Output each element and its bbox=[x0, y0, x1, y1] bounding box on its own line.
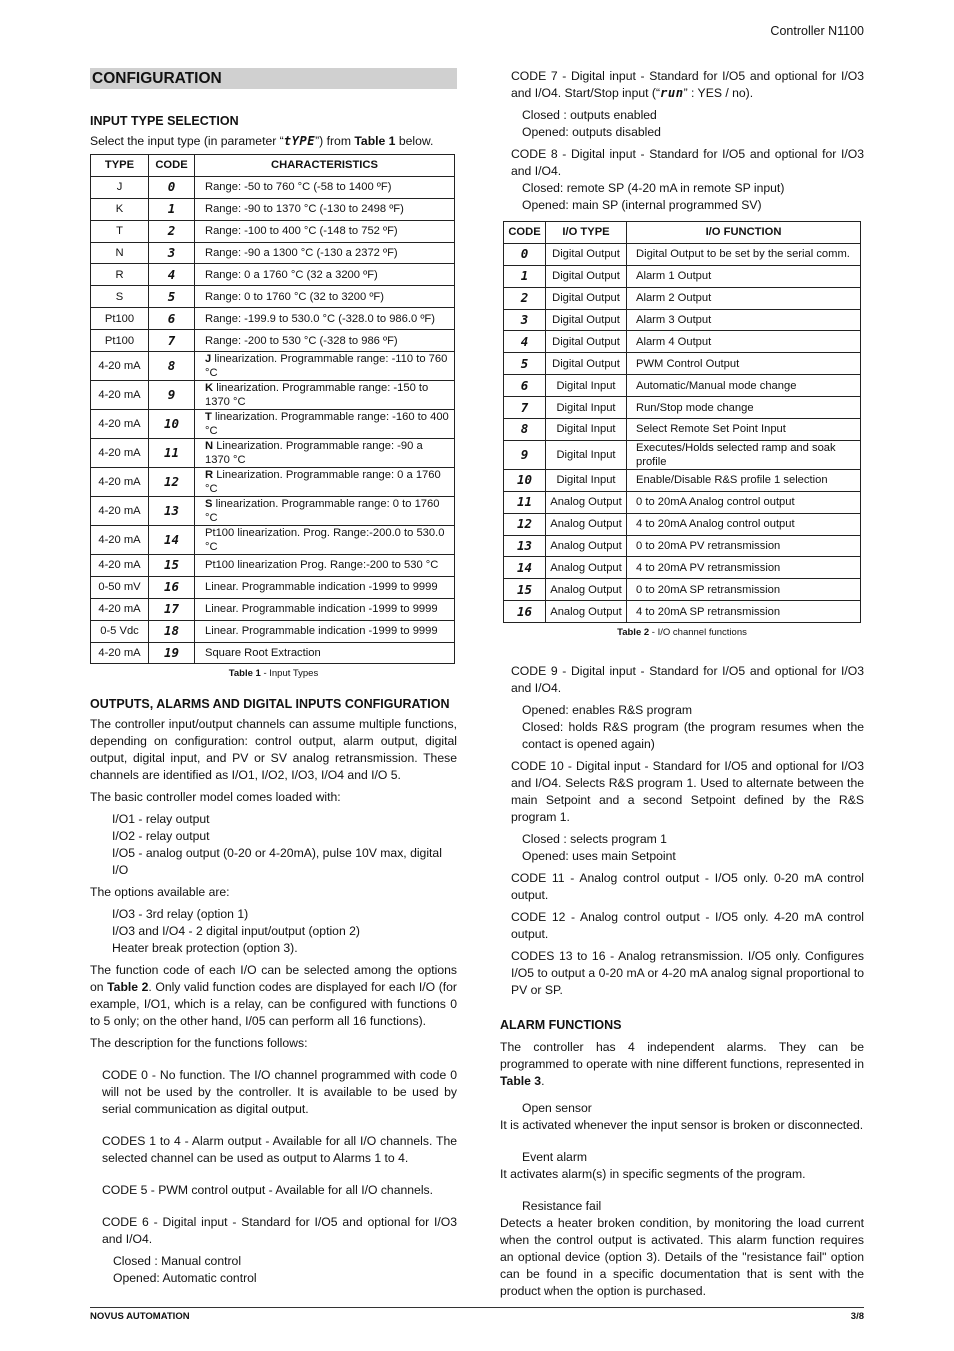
table-row bbox=[91, 497, 455, 526]
basic-model-intro: The basic controller model comes loaded with: bbox=[90, 790, 341, 805]
type-cell: Pt100 bbox=[91, 308, 149, 330]
input-type-heading: INPUT TYPE SELECTION bbox=[90, 114, 239, 128]
left-column bbox=[90, 68, 457, 1287]
table-row bbox=[91, 352, 455, 381]
io-type-cell: Digital Output bbox=[546, 287, 627, 309]
list-item: I/O2 - relay output bbox=[112, 829, 210, 844]
table-row bbox=[91, 176, 455, 198]
code-cell: 12 bbox=[504, 513, 546, 535]
list-item: I/O5 - analog output (0-20 or 4-20mA), pulse 10V max, digital I/O bbox=[112, 846, 442, 878]
code-cell: 2 bbox=[149, 220, 195, 242]
type-cell: 4-20 mA bbox=[91, 642, 149, 664]
type-cell: 0-5 Vdc bbox=[91, 620, 149, 642]
code-cell: 9 bbox=[149, 381, 195, 410]
table-row bbox=[504, 491, 861, 513]
section-title: CONFIGURATION bbox=[90, 68, 457, 89]
characteristics-cell: Range: -200 to 530 °C (-328 to 986 ºF) bbox=[195, 330, 455, 352]
io-function-cell: 0 to 20mA Analog control output bbox=[627, 491, 861, 513]
type-cell: 4-20 mA bbox=[91, 497, 149, 526]
table-row bbox=[91, 308, 455, 330]
type-cell: R bbox=[91, 264, 149, 286]
io-type-cell: Analog Output bbox=[546, 579, 627, 601]
code-cell: 10 bbox=[149, 410, 195, 439]
table-row bbox=[504, 513, 861, 535]
code-cell: 3 bbox=[149, 242, 195, 264]
code-descriptions bbox=[90, 1067, 457, 1287]
description-intro: The description for the functions follows: bbox=[90, 1036, 308, 1051]
table1-caption: Table 1 - Input Types bbox=[228, 668, 319, 680]
characteristics-cell: Range: 0 a 1760 °C (32 a 3200 ºF) bbox=[195, 264, 455, 286]
code8-closed: Closed: remote SP (4-20 mA in remote SP input) bbox=[522, 181, 785, 195]
type-cell: N bbox=[91, 242, 149, 264]
code9-opened: Opened: enables R&S program bbox=[522, 703, 693, 718]
type-cell: 4-20 mA bbox=[91, 352, 149, 381]
code8-description: CODE 8 - Digital input - Standard for I/O5 and optional for I/O3 and I/O4. bbox=[511, 147, 864, 178]
input-type-intro: Select the input type (in parameter “tYPE”) from Table 1 below. bbox=[90, 134, 434, 148]
code-cell: 16 bbox=[504, 601, 546, 623]
table-row bbox=[504, 265, 861, 287]
io-type-cell: Analog Output bbox=[546, 601, 627, 623]
open-sensor-title: Open sensor bbox=[522, 1101, 592, 1116]
type-cell: 4-20 mA bbox=[91, 555, 149, 577]
table-row bbox=[91, 264, 455, 286]
code-cell: 19 bbox=[149, 642, 195, 664]
list-item: I/O3 - 3rd relay (option 1) bbox=[112, 907, 249, 922]
list-item: I/O3 and I/O4 - 2 digital input/output (option 2) bbox=[112, 924, 360, 939]
code-cell: 1 bbox=[504, 265, 546, 287]
characteristics-cell: T linearization. Programmable range: -160 to 400 °C bbox=[195, 410, 455, 439]
code-cell: 12 bbox=[149, 468, 195, 497]
code-cell: 14 bbox=[504, 557, 546, 579]
table-row bbox=[91, 468, 455, 497]
function-code-paragraph: The function code of each I/O can be selected among the options on Table 2. Only valid function codes are displayed for each I/O (for example, I/O1, which is a relay, can be configured with functions 0 to 5 only; on the other hand, I/05 can perform all 16 functions). bbox=[90, 963, 457, 1029]
characteristics-cell: N Linearization. Programmable range: -90 a 1370 °C bbox=[195, 439, 455, 468]
io-type-cell: Digital Output bbox=[546, 353, 627, 375]
io-type-cell: Analog Output bbox=[546, 513, 627, 535]
code-cell: 10 bbox=[504, 469, 546, 491]
table-row bbox=[91, 598, 455, 620]
code-cell: 18 bbox=[149, 620, 195, 642]
table-row bbox=[504, 287, 861, 309]
code-cell: 4 bbox=[504, 331, 546, 353]
table-row bbox=[91, 410, 455, 439]
characteristics-cell: Range: -90 a 1300 °C (-130 a 2372 ºF) bbox=[195, 242, 455, 264]
io-function-cell: Alarm 1 Output bbox=[627, 265, 861, 287]
codes1-4-description: CODES 1 to 4 - Alarm output - Available for all I/O channels. The selected channel can be used as output to Alarms 1 to 4. bbox=[102, 1134, 457, 1166]
alarm-functions-heading: ALARM FUNCTIONS bbox=[500, 1018, 622, 1033]
codes13-16-description: CODES 13 to 16 - Analog retransmission. I/O5 only. Configures I/O5 to output a 0-20 mA or 4-20 mA analog signal proportional to PV or SP. bbox=[511, 949, 864, 998]
io-function-cell: 0 to 20mA SP retransmission bbox=[627, 579, 861, 601]
characteristics-cell: Range: -100 to 400 °C (-148 to 752 ºF) bbox=[195, 220, 455, 242]
table-row bbox=[91, 642, 455, 664]
type-parameter: tYPE bbox=[283, 134, 316, 148]
table-row bbox=[504, 353, 861, 375]
code-cell: 15 bbox=[149, 555, 195, 577]
io-type-cell: Digital Input bbox=[546, 440, 627, 469]
code-cell: 13 bbox=[149, 497, 195, 526]
table1-header-code: CODE bbox=[149, 155, 195, 177]
code-cell: 3 bbox=[504, 309, 546, 331]
code-cell: 5 bbox=[504, 353, 546, 375]
options-list bbox=[90, 906, 457, 957]
code-cell: 5 bbox=[149, 286, 195, 308]
code7-description: CODE 7 - Digital input - Standard for I/O5 and optional for I/O3 and I/O4. Start/Stop input (“run” : YES / no). bbox=[511, 69, 864, 100]
code-cell: 8 bbox=[149, 352, 195, 381]
code6-opened: Opened: Automatic control bbox=[113, 1271, 257, 1286]
code-cell: 7 bbox=[504, 397, 546, 419]
code-cell: 11 bbox=[504, 491, 546, 513]
table1-header-type: TYPE bbox=[91, 155, 149, 177]
io-type-cell: Digital Output bbox=[546, 331, 627, 353]
event-alarm-title: Event alarm bbox=[522, 1150, 588, 1165]
type-cell: 4-20 mA bbox=[91, 410, 149, 439]
code8-opened: Opened: main SP (internal programmed SV) bbox=[522, 198, 762, 212]
io-type-cell: Analog Output bbox=[546, 491, 627, 513]
io-function-cell: Automatic/Manual mode change bbox=[627, 375, 861, 397]
footer-company: NOVUS AUTOMATION bbox=[90, 1311, 190, 1322]
type-cell: 4-20 mA bbox=[91, 468, 149, 497]
code-cell: 15 bbox=[504, 579, 546, 601]
io-type-cell: Digital Output bbox=[546, 265, 627, 287]
list-item: Heater break protection (option 3). bbox=[112, 941, 298, 956]
characteristics-cell: Pt100 linearization. Prog. Range:-200.0 to 530.0 °C bbox=[195, 526, 455, 555]
code-cell: 17 bbox=[149, 598, 195, 620]
characteristics-cell: Range: -199.9 to 530.0 °C (-328.0 to 986.0 ºF) bbox=[195, 308, 455, 330]
table-row bbox=[504, 309, 861, 331]
type-cell: 4-20 mA bbox=[91, 439, 149, 468]
io-function-cell: Digital Output to be set by the serial comm. bbox=[627, 243, 861, 265]
characteristics-cell: K linearization. Programmable range: -150 to 1370 °C bbox=[195, 381, 455, 410]
io-type-cell: Digital Input bbox=[546, 469, 627, 491]
table-row bbox=[91, 242, 455, 264]
code6-description: CODE 6 - Digital input - Standard for I/O5 and optional for I/O3 and I/O4. bbox=[102, 1215, 457, 1247]
code9-closed: Closed: holds R&S program (the program resumes when the contact is opened again) bbox=[522, 720, 864, 752]
code-cell: 0 bbox=[504, 243, 546, 265]
table-row bbox=[91, 620, 455, 642]
type-cell: 4-20 mA bbox=[91, 598, 149, 620]
io-type-cell: Analog Output bbox=[546, 535, 627, 557]
characteristics-cell: Range: -90 to 1370 °C (-130 to 2498 ºF) bbox=[195, 198, 455, 220]
table1-header-characteristics: CHARACTERISTICS bbox=[195, 155, 455, 177]
code5-description: CODE 5 - PWM control output - Available for all I/O channels. bbox=[102, 1183, 434, 1198]
code-cell: 7 bbox=[149, 330, 195, 352]
io-function-cell: 4 to 20mA Analog control output bbox=[627, 513, 861, 535]
code7-closed: Closed : outputs enabled bbox=[522, 108, 657, 122]
characteristics-cell: Square Root Extraction bbox=[195, 642, 455, 664]
code-cell: 2 bbox=[504, 287, 546, 309]
io-type-cell: Digital Input bbox=[546, 375, 627, 397]
type-cell: Pt100 bbox=[91, 330, 149, 352]
table-row bbox=[504, 579, 861, 601]
characteristics-cell: Pt100 linearization Prog. Range:-200 to 530 °C bbox=[195, 555, 455, 577]
list-item: I/O1 - relay output bbox=[112, 812, 210, 827]
table2-header-type: I/O TYPE bbox=[546, 222, 627, 244]
code-cell: 4 bbox=[149, 264, 195, 286]
event-alarm-text: It activates alarm(s) in specific segments of the program. bbox=[500, 1167, 806, 1182]
outputs-heading: OUTPUTS, ALARMS AND DIGITAL INPUTS CONFIGURATION bbox=[90, 697, 450, 712]
resistance-fail-text: Detects a heater broken condition, by monitoring the load current when the control output is activated. This alarm function requires an optional device (option 3). Details of the "resistance fail" option can be found in a specific documentation that is sent with the product when the option is purchased. bbox=[500, 1216, 864, 1299]
io-function-cell: Enable/Disable R&S profile 1 selection bbox=[627, 469, 861, 491]
io-function-cell: Alarm 3 Output bbox=[627, 309, 861, 331]
io-type-cell: Digital Input bbox=[546, 397, 627, 419]
code-cell: 6 bbox=[504, 375, 546, 397]
table-row bbox=[91, 381, 455, 410]
io-functions-table bbox=[503, 221, 861, 623]
basic-model-list bbox=[90, 811, 457, 879]
io-function-cell: 4 to 20mA SP retransmission bbox=[627, 601, 861, 623]
footer-page-number: 3/8 bbox=[850, 1311, 864, 1322]
characteristics-cell: R Linearization. Programmable range: 0 a 1760 °C bbox=[195, 468, 455, 497]
code-cell: 1 bbox=[149, 198, 195, 220]
table-row bbox=[504, 397, 861, 419]
io-type-cell: Digital Input bbox=[546, 419, 627, 441]
code10-opened: Opened: uses main Setpoint bbox=[522, 849, 676, 864]
code-cell: 16 bbox=[149, 576, 195, 598]
io-function-cell: 4 to 20mA PV retransmission bbox=[627, 557, 861, 579]
table-row bbox=[504, 557, 861, 579]
table-row bbox=[504, 243, 861, 265]
type-cell: S bbox=[91, 286, 149, 308]
type-cell: J bbox=[91, 176, 149, 198]
type-cell: 4-20 mA bbox=[91, 381, 149, 410]
resistance-fail-title: Resistance fail bbox=[522, 1199, 602, 1214]
document-header-title: Controller N1100 bbox=[770, 24, 864, 38]
table-row bbox=[504, 440, 861, 469]
outputs-paragraph: The controller input/output channels can assume multiple functions, depending on configuration: control output, alarm output, digital output, digital input, and PV or SV analog retransmission. These channels are identified as I/O1, I/O2, I/O3, I/O4 and I/O 5. bbox=[90, 717, 457, 783]
table-row bbox=[91, 576, 455, 598]
type-cell: T bbox=[91, 220, 149, 242]
io-function-cell: Run/Stop mode change bbox=[627, 397, 861, 419]
code-cell: 11 bbox=[149, 439, 195, 468]
type-cell: 4-20 mA bbox=[91, 526, 149, 555]
code7-opened: Opened: outputs disabled bbox=[522, 125, 661, 139]
code12-description: CODE 12 - Analog control output - I/O5 only. 4-20 mA control output. bbox=[511, 910, 864, 942]
code11-description: CODE 11 - Analog control output - I/O5 only. 0-20 mA control output. bbox=[511, 871, 864, 903]
alarm-functions-paragraph: The controller has 4 independent alarms. They can be programmed to operate with nine different functions, represented in Table 3. bbox=[500, 1040, 864, 1089]
code-cell: 0 bbox=[149, 176, 195, 198]
footer-divider bbox=[90, 1307, 864, 1308]
code10-description: CODE 10 - Digital input - Standard for I/O5 and optional for I/O3 and I/O4. Selects R&S program 1. Used to alternate between the main Setpoint and a second Setpoint defined by the R&S program 1. bbox=[511, 759, 864, 825]
io-type-cell: Analog Output bbox=[546, 557, 627, 579]
io-function-cell: Alarm 4 Output bbox=[627, 331, 861, 353]
code-cell: 8 bbox=[504, 419, 546, 441]
io-function-cell: Alarm 2 Output bbox=[627, 287, 861, 309]
table2-caption: Table 2 - I/O channel functions bbox=[617, 627, 747, 639]
table-row bbox=[504, 535, 861, 557]
table-row bbox=[91, 220, 455, 242]
characteristics-cell: S linearization. Programmable range: 0 to 1760 °C bbox=[195, 497, 455, 526]
io-type-cell: Digital Output bbox=[546, 309, 627, 331]
run-parameter: run bbox=[660, 86, 684, 100]
code-cell: 13 bbox=[504, 535, 546, 557]
code-cell: 9 bbox=[504, 440, 546, 469]
table-row bbox=[91, 330, 455, 352]
characteristics-cell: Linear. Programmable indication -1999 to 9999 bbox=[195, 576, 455, 598]
options-intro: The options available are: bbox=[90, 885, 230, 900]
right-column bbox=[500, 68, 864, 1300]
table-row bbox=[91, 439, 455, 468]
characteristics-cell: Range: -50 to 760 °C (-58 to 1400 ºF) bbox=[195, 176, 455, 198]
io-function-cell: Executes/Holds selected ramp and soak profile bbox=[627, 440, 861, 469]
table-row bbox=[91, 555, 455, 577]
code-cell: 14 bbox=[149, 526, 195, 555]
code10-closed: Closed : selects program 1 bbox=[522, 832, 667, 847]
table-row bbox=[504, 601, 861, 623]
type-cell: K bbox=[91, 198, 149, 220]
table-row bbox=[91, 198, 455, 220]
input-types-table bbox=[90, 154, 455, 664]
characteristics-cell: Range: 0 to 1760 °C (32 to 3200 ºF) bbox=[195, 286, 455, 308]
io-function-cell: Select Remote Set Point Input bbox=[627, 419, 861, 441]
table2-header-code: CODE bbox=[504, 222, 546, 244]
io-function-cell: 0 to 20mA PV retransmission bbox=[627, 535, 861, 557]
table2-header-function: I/O FUNCTION bbox=[627, 222, 861, 244]
code6-closed: Closed : Manual control bbox=[113, 1254, 242, 1269]
table-row bbox=[504, 469, 861, 491]
table-row bbox=[504, 375, 861, 397]
io-type-cell: Digital Output bbox=[546, 243, 627, 265]
table-row bbox=[91, 286, 455, 308]
code9-description: CODE 9 - Digital input - Standard for I/O5 and optional for I/O3 and I/O4. bbox=[511, 664, 864, 696]
type-cell: 0-50 mV bbox=[91, 576, 149, 598]
characteristics-cell: Linear. Programmable indication -1999 to 9999 bbox=[195, 598, 455, 620]
code-cell: 6 bbox=[149, 308, 195, 330]
table-row bbox=[504, 331, 861, 353]
io-function-cell: PWM Control Output bbox=[627, 353, 861, 375]
code0-description: CODE 0 - No function. The I/O channel programmed with code 0 will not be used by the controller. It is available to be used by serial communication as digital output. bbox=[102, 1068, 457, 1117]
characteristics-cell: J linearization. Programmable range: -110 to 760 °C bbox=[195, 352, 455, 381]
table-row bbox=[91, 526, 455, 555]
open-sensor-text: It is activated whenever the input sensor is broken or disconnected. bbox=[500, 1118, 864, 1133]
characteristics-cell: Linear. Programmable indication -1999 to 9999 bbox=[195, 620, 455, 642]
table-row bbox=[504, 419, 861, 441]
